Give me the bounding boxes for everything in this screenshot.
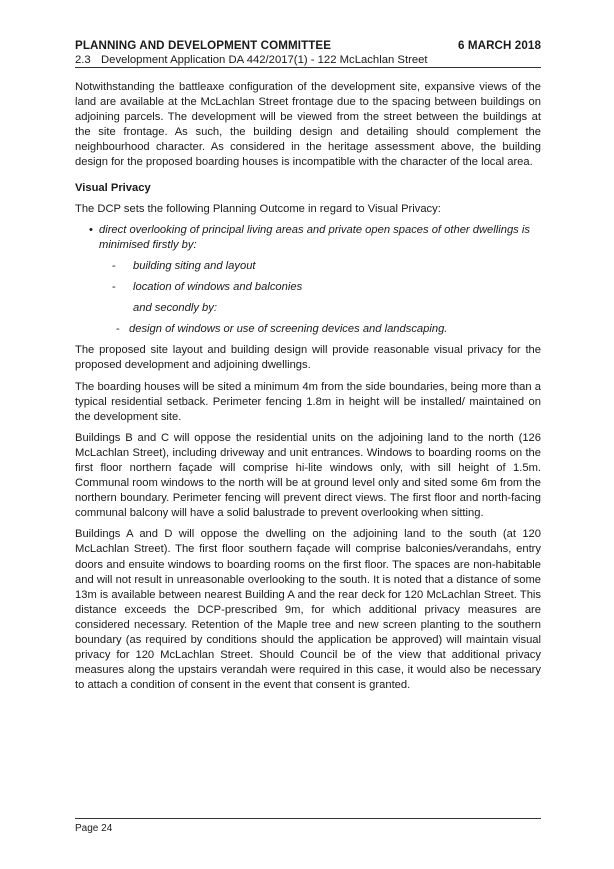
- paragraph: The DCP sets the following Planning Outcome in regard to Visual Privacy:: [75, 202, 441, 215]
- list-item: location of windows and balconies: [133, 281, 303, 294]
- dash-icon: -: [112, 281, 116, 294]
- list-connector: and secondly by:: [133, 302, 217, 315]
- committee-title: PLANNING AND DEVELOPMENT COMMITTEE: [75, 39, 332, 52]
- footer-divider: [75, 818, 541, 819]
- item-title: Development Application DA 442/2017(1) - 122 McLachlan Street: [101, 54, 428, 66]
- page-number: Page 24: [75, 823, 113, 834]
- paragraph: Notwithstanding the battleaxe configuration of the development site, expansive views of the land are available at the McLachlan Street frontage due to the spacing between buildings on adjoining parcels. The development will be viewed from the street between the buildings at the site frontage. As such, the building design and detailing should complement the neighbourhood character. As considered in the heritage assessment above, the building design for the proposed boarding houses is incompatible with the character of the local area.: [75, 81, 541, 169]
- page-header: [75, 38, 541, 68]
- planning-outcome-list: [75, 223, 541, 338]
- list-item: design of windows or use of screening devices and landscaping.: [129, 323, 448, 336]
- list-item: direct overlooking of principal living areas and private open spaces of other dwellings is minimised firstly by:: [99, 223, 530, 251]
- dash-icon: -: [112, 259, 116, 272]
- paragraph: Buildings A and D will oppose the dwelling on the adjoining land to the south (at 120 McLachlan Street). The first floor southern façade will comprise balconies/verandahs, entry doors and ensuite windows to boarding rooms on the first floor. The spaces are non-habitable and will not result in unreasonable overlooking to the south. It is noted that a distance of some 13m is available between nearest Building A and the rear deck for 120 McLachlan Street. This distance exceeds the DCP-prescribed 9m, for which additional privacy measures are considered necessary. Retention of the Maple tree and new screen planting to the southern boundary (as required by conditions should the application be approved) will maintain visual privacy for 120 McLachlan Street. Should Council be of the view that additional privacy measures along the upstairs verandah were required in this case, it would also be necessary to attach a condition of consent in the event that consent is granted.: [75, 528, 541, 692]
- paragraph: The boarding houses will be sited a minimum 4m from the side boundaries, being more than a typical residential setback. Perimeter fencing 1.8m in height will be installed/ maintained on the development site.: [75, 380, 541, 423]
- item-number: 2.3: [75, 54, 91, 66]
- list-item: building siting and layout: [133, 259, 256, 272]
- paragraph: Buildings B and C will oppose the residential units on the adjoining land to the north (126 McLachlan Street), including driveway and unit entrances. Windows to boarding rooms on the first floor northern façade will comprise hi-lite windows only, with sill height of 1.5m. Communal room windows to the north will be at ground level only and sited some 6m from the northern boundary. Perimeter fencing will prevent direct views. The first floor and north-facing communal balcony will have a solid balustrade to prevent overlooking when sitting.: [75, 431, 541, 520]
- meeting-date: 6 MARCH 2018: [457, 39, 541, 52]
- dash-icon: -: [116, 323, 120, 336]
- header-divider: [75, 67, 541, 68]
- section-heading: Visual Privacy: [75, 181, 151, 194]
- bullet-icon: •: [89, 223, 93, 236]
- document-body: [75, 80, 541, 699]
- paragraph: The proposed site layout and building design will provide reasonable visual privacy for the proposed development and adjoining dwellings.: [75, 344, 541, 372]
